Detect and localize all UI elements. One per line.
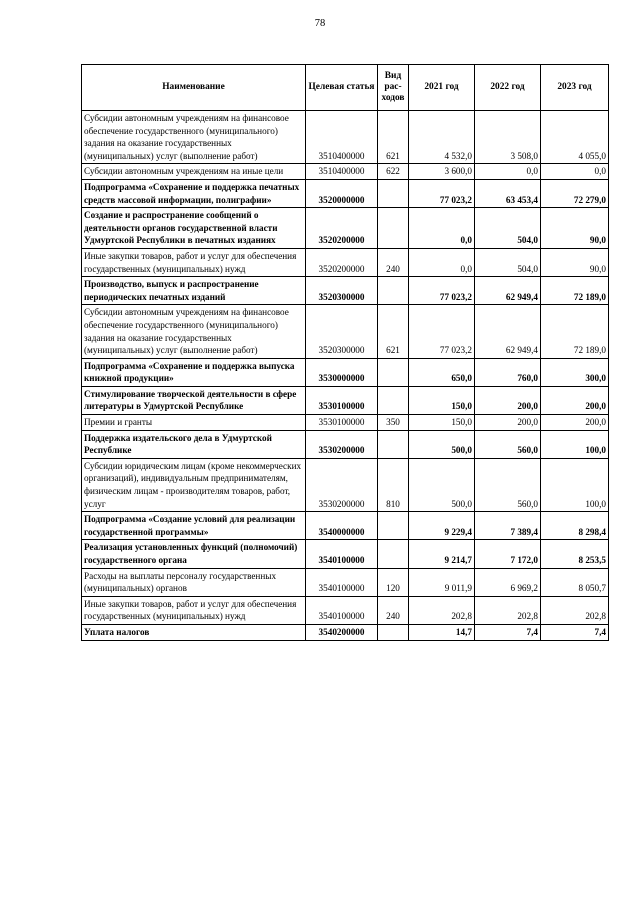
row-expense-type: 810 [378,458,409,511]
row-expense-type: 621 [378,111,409,164]
row-value-2022: 560,0 [475,430,541,458]
row-target-article: 3540100000 [306,568,378,596]
row-value-2021: 77 023,2 [409,179,475,207]
row-value-2021: 500,0 [409,430,475,458]
row-expense-type: 120 [378,568,409,596]
table-row [82,568,609,596]
row-value-2021: 14,7 [409,624,475,640]
row-expense-type [378,386,409,414]
row-target-article: 3520200000 [306,248,378,276]
row-expense-type: 622 [378,164,409,180]
row-name: Подпрограмма «Создание условий для реализации государственной программы» [82,512,306,540]
row-value-2023: 8 253,5 [541,540,609,568]
header-expense-type: Вид рас-ходов [378,65,409,111]
row-target-article: 3520200000 [306,208,378,249]
row-name: Подпрограмма «Сохранение и поддержка выпуска книжной продукции» [82,358,306,386]
row-target-article: 3530100000 [306,386,378,414]
row-expense-type [378,624,409,640]
table-row [82,596,609,624]
row-value-2022: 200,0 [475,415,541,431]
row-value-2021: 9 229,4 [409,512,475,540]
row-value-2022: 0,0 [475,164,541,180]
row-value-2021: 0,0 [409,248,475,276]
row-value-2022: 7,4 [475,624,541,640]
row-name: Производство, выпуск и распространение периодических печатных изданий [82,277,306,305]
row-expense-type: 621 [378,305,409,358]
row-target-article: 3540200000 [306,624,378,640]
table-body [82,111,609,641]
row-name: Поддержка издательского дела в Удмуртской Республике [82,430,306,458]
row-value-2023: 300,0 [541,358,609,386]
row-value-2021: 9 011,9 [409,568,475,596]
row-value-2023: 0,0 [541,164,609,180]
row-name: Иные закупки товаров, работ и услуг для обеспечения государственных (муниципальных) нужд [82,596,306,624]
row-target-article: 3520300000 [306,305,378,358]
row-value-2022: 7 172,0 [475,540,541,568]
row-target-article: 3510400000 [306,111,378,164]
table-row [82,305,609,358]
row-value-2021: 650,0 [409,358,475,386]
table-row [82,386,609,414]
row-value-2023: 200,0 [541,415,609,431]
row-value-2021: 77 023,2 [409,277,475,305]
row-value-2022: 3 508,0 [475,111,541,164]
table-row [82,179,609,207]
row-value-2022: 62 949,4 [475,305,541,358]
row-name: Уплата налогов [82,624,306,640]
header-year-2021: 2021 год [409,65,475,111]
row-target-article: 3540100000 [306,540,378,568]
row-value-2023: 100,0 [541,458,609,511]
row-value-2021: 150,0 [409,415,475,431]
table-row [82,208,609,249]
table-row [82,415,609,431]
row-target-article: 3520000000 [306,179,378,207]
row-name: Субсидии юридическим лицам (кроме некоммерческих организаций), индивидуальным предпринимателям, физическим лицам - производителям товаров, работ, услуг [82,458,306,511]
row-value-2022: 202,8 [475,596,541,624]
row-expense-type [378,358,409,386]
row-value-2022: 760,0 [475,358,541,386]
row-expense-type [378,179,409,207]
table-row [82,540,609,568]
row-value-2023: 90,0 [541,248,609,276]
row-name: Расходы на выплаты персоналу государственных (муниципальных) органов [82,568,306,596]
row-expense-type: 240 [378,248,409,276]
row-target-article: 3530100000 [306,415,378,431]
table-row [82,512,609,540]
row-value-2021: 202,8 [409,596,475,624]
row-target-article: 3530000000 [306,358,378,386]
row-name: Субсидии автономным учреждениям на финансовое обеспечение государственного (муниципального) задания на оказание государственных (муниципальных) услуг (выполнение работ) [82,111,306,164]
table-row [82,458,609,511]
row-value-2023: 8 298,4 [541,512,609,540]
header-target-article: Целевая статья [306,65,378,111]
row-value-2022: 6 969,2 [475,568,541,596]
table-row [82,164,609,180]
row-target-article: 3540000000 [306,512,378,540]
row-value-2023: 90,0 [541,208,609,249]
row-name: Иные закупки товаров, работ и услуг для обеспечения государственных (муниципальных) нужд [82,248,306,276]
row-value-2021: 0,0 [409,208,475,249]
table-row [82,111,609,164]
header-year-2023: 2023 год [541,65,609,111]
row-name: Премии и гранты [82,415,306,431]
row-name: Реализация установленных функций (полномочий) государственного органа [82,540,306,568]
row-expense-type [378,430,409,458]
table-row [82,430,609,458]
row-value-2022: 560,0 [475,458,541,511]
row-expense-type [378,540,409,568]
row-name: Подпрограмма «Сохранение и поддержка печатных средств массовой информации, полиграфии» [82,179,306,207]
row-value-2021: 3 600,0 [409,164,475,180]
row-value-2023: 202,8 [541,596,609,624]
row-expense-type [378,277,409,305]
row-value-2021: 9 214,7 [409,540,475,568]
row-name: Субсидии автономным учреждениям на иные цели [82,164,306,180]
table-row [82,277,609,305]
row-value-2023: 200,0 [541,386,609,414]
row-name: Субсидии автономным учреждениям на финансовое обеспечение государственного (муниципального) задания на оказание государственных (муниципальных) услуг (выполнение работ) [82,305,306,358]
row-value-2022: 7 389,4 [475,512,541,540]
row-value-2023: 8 050,7 [541,568,609,596]
row-value-2022: 200,0 [475,386,541,414]
row-value-2023: 72 279,0 [541,179,609,207]
row-value-2022: 504,0 [475,208,541,249]
table-row [82,358,609,386]
row-value-2022: 504,0 [475,248,541,276]
row-target-article: 3540100000 [306,596,378,624]
header-name: Наименование [82,65,306,111]
row-value-2021: 77 023,2 [409,305,475,358]
row-target-article: 3530200000 [306,458,378,511]
row-value-2021: 150,0 [409,386,475,414]
row-expense-type: 240 [378,596,409,624]
row-value-2022: 63 453,4 [475,179,541,207]
row-name: Создание и распространение сообщений о деятельности органов государственной власти Удмуртской Республики в печатных изданиях [82,208,306,249]
row-target-article: 3520300000 [306,277,378,305]
page-number: 78 [314,18,326,29]
row-expense-type [378,208,409,249]
row-value-2023: 72 189,0 [541,277,609,305]
row-value-2022: 62 949,4 [475,277,541,305]
table-row [82,248,609,276]
row-target-article: 3510400000 [306,164,378,180]
row-value-2021: 4 532,0 [409,111,475,164]
row-target-article: 3530200000 [306,430,378,458]
table-row [82,624,609,640]
table-header-row [82,65,609,111]
row-value-2021: 500,0 [409,458,475,511]
row-value-2023: 100,0 [541,430,609,458]
budget-table [81,64,609,641]
row-value-2023: 7,4 [541,624,609,640]
header-year-2022: 2022 год [475,65,541,111]
row-value-2023: 72 189,0 [541,305,609,358]
row-expense-type: 350 [378,415,409,431]
row-name: Стимулирование творческой деятельности в сфере литературы в Удмуртской Республике [82,386,306,414]
row-expense-type [378,512,409,540]
row-value-2023: 4 055,0 [541,111,609,164]
